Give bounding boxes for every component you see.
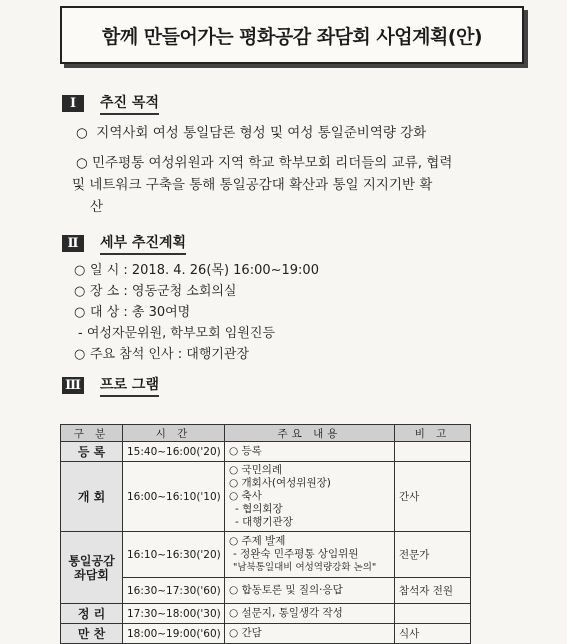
row-content (225, 604, 395, 624)
row-time: 16:30~17:30('60) (123, 578, 225, 604)
bullet-circle: ○ (74, 305, 86, 320)
row-time: 16:00~16:10('10) (123, 462, 225, 532)
purpose-item-2 (72, 152, 516, 218)
content-line: ○ 주제 발제 (229, 535, 286, 547)
plan-text: 주요 참석 인사 : 대행기관장 (90, 347, 250, 362)
row-note (395, 604, 471, 624)
row-time: 15:40~16:00('20) (123, 442, 225, 462)
content-line: ○ 설문지, 통일생각 작성 (229, 607, 343, 619)
header-note: 비 고 (395, 425, 471, 442)
row-content (225, 532, 395, 578)
program-table (60, 424, 471, 644)
content-line: ○ 개회사(여성위원장) (229, 477, 331, 489)
document-title: 함께 만들어가는 평화공감 좌담회 사업계획(안) (60, 6, 524, 64)
table-row (61, 462, 471, 532)
table-row (61, 604, 471, 624)
row-content (225, 442, 395, 462)
row-time: 16:10~16:30('20) (123, 532, 225, 578)
section-number: Ⅲ (62, 377, 84, 394)
content-line: ○ 간담 (229, 627, 262, 639)
row-time: 18:00~19:00('60) (123, 624, 225, 644)
plan-list (74, 260, 319, 365)
section-number: Ⅰ (62, 95, 84, 112)
bullet-circle: ○ (74, 347, 86, 362)
section-2-header (62, 232, 186, 255)
table-row (61, 442, 471, 462)
bullet-circle: ○ (76, 125, 88, 141)
plan-text: 장 소 : 영동군청 소회의실 (90, 284, 237, 299)
content-line: "남북통일대비 여성역량강화 논의" (233, 562, 377, 573)
header-content: 주요 내용 (225, 425, 395, 442)
table-row (61, 624, 471, 644)
bullet-circle: ○ (76, 155, 88, 171)
bullet-circle: ○ (74, 284, 86, 299)
plan-date (74, 260, 319, 281)
plan-text: 대 상 : 총 30여명 (90, 305, 191, 320)
plan-target (74, 302, 319, 323)
table-row (61, 532, 471, 578)
content-line: ○ 등록 (229, 445, 262, 457)
row-note: 참석자 전원 (395, 578, 471, 604)
header-category: 구 분 (61, 425, 123, 442)
plan-guest (74, 344, 319, 365)
content-line: - 협의회장 (235, 503, 283, 515)
row-category: 등 록 (61, 442, 123, 462)
section-1-header (62, 92, 159, 115)
purpose-text: 및 네트워크 구축을 통해 통일공감대 확산과 통일 지지기반 확 (72, 177, 433, 193)
section-title: 프로 그램 (100, 374, 159, 397)
content-line: - 정완숙 민주평통 상임위원 (233, 548, 359, 560)
row-content (225, 578, 395, 604)
content-line: - 대행기관장 (235, 516, 293, 528)
purpose-text: 지역사회 여성 통일담론 형성 및 여성 통일준비역량 강화 (96, 125, 427, 141)
row-category: 만 찬 (61, 624, 123, 644)
plan-target-detail: - 여성자문위원, 학부모회 임원진등 (78, 326, 276, 341)
row-note (395, 442, 471, 462)
section-title: 세부 추진계획 (100, 232, 186, 255)
row-content (225, 462, 395, 532)
table-header-row (61, 425, 471, 442)
row-category: 개 회 (61, 462, 123, 532)
plan-text: 일 시 : 2018. 4. 26(목) 16:00~19:00 (90, 263, 319, 278)
section-3-header (62, 374, 159, 397)
row-category: 통일공감 좌담회 (61, 532, 123, 604)
table-row (61, 578, 471, 604)
row-note: 식사 (395, 624, 471, 644)
content-line: ○ 합동토론 및 질의·응답 (229, 584, 343, 596)
purpose-text: 민주평통 여성위원과 지역 학교 학부모회 리더들의 교류, 협력 (92, 155, 453, 171)
purpose-item-1 (76, 122, 426, 144)
row-note: 전문가 (395, 532, 471, 578)
plan-place (74, 281, 319, 302)
purpose-text: 산 (90, 199, 104, 215)
section-title: 추진 목적 (100, 92, 159, 115)
bullet-circle: ○ (74, 263, 86, 278)
row-note: 간사 (395, 462, 471, 532)
row-content (225, 624, 395, 644)
header-time: 시 간 (123, 425, 225, 442)
content-line: ○ 국민의례 (229, 464, 283, 476)
row-time: 17:30~18:00('30) (123, 604, 225, 624)
row-category: 정 리 (61, 604, 123, 624)
content-line: ○ 축사 (229, 490, 262, 502)
section-number: Ⅱ (62, 235, 84, 252)
